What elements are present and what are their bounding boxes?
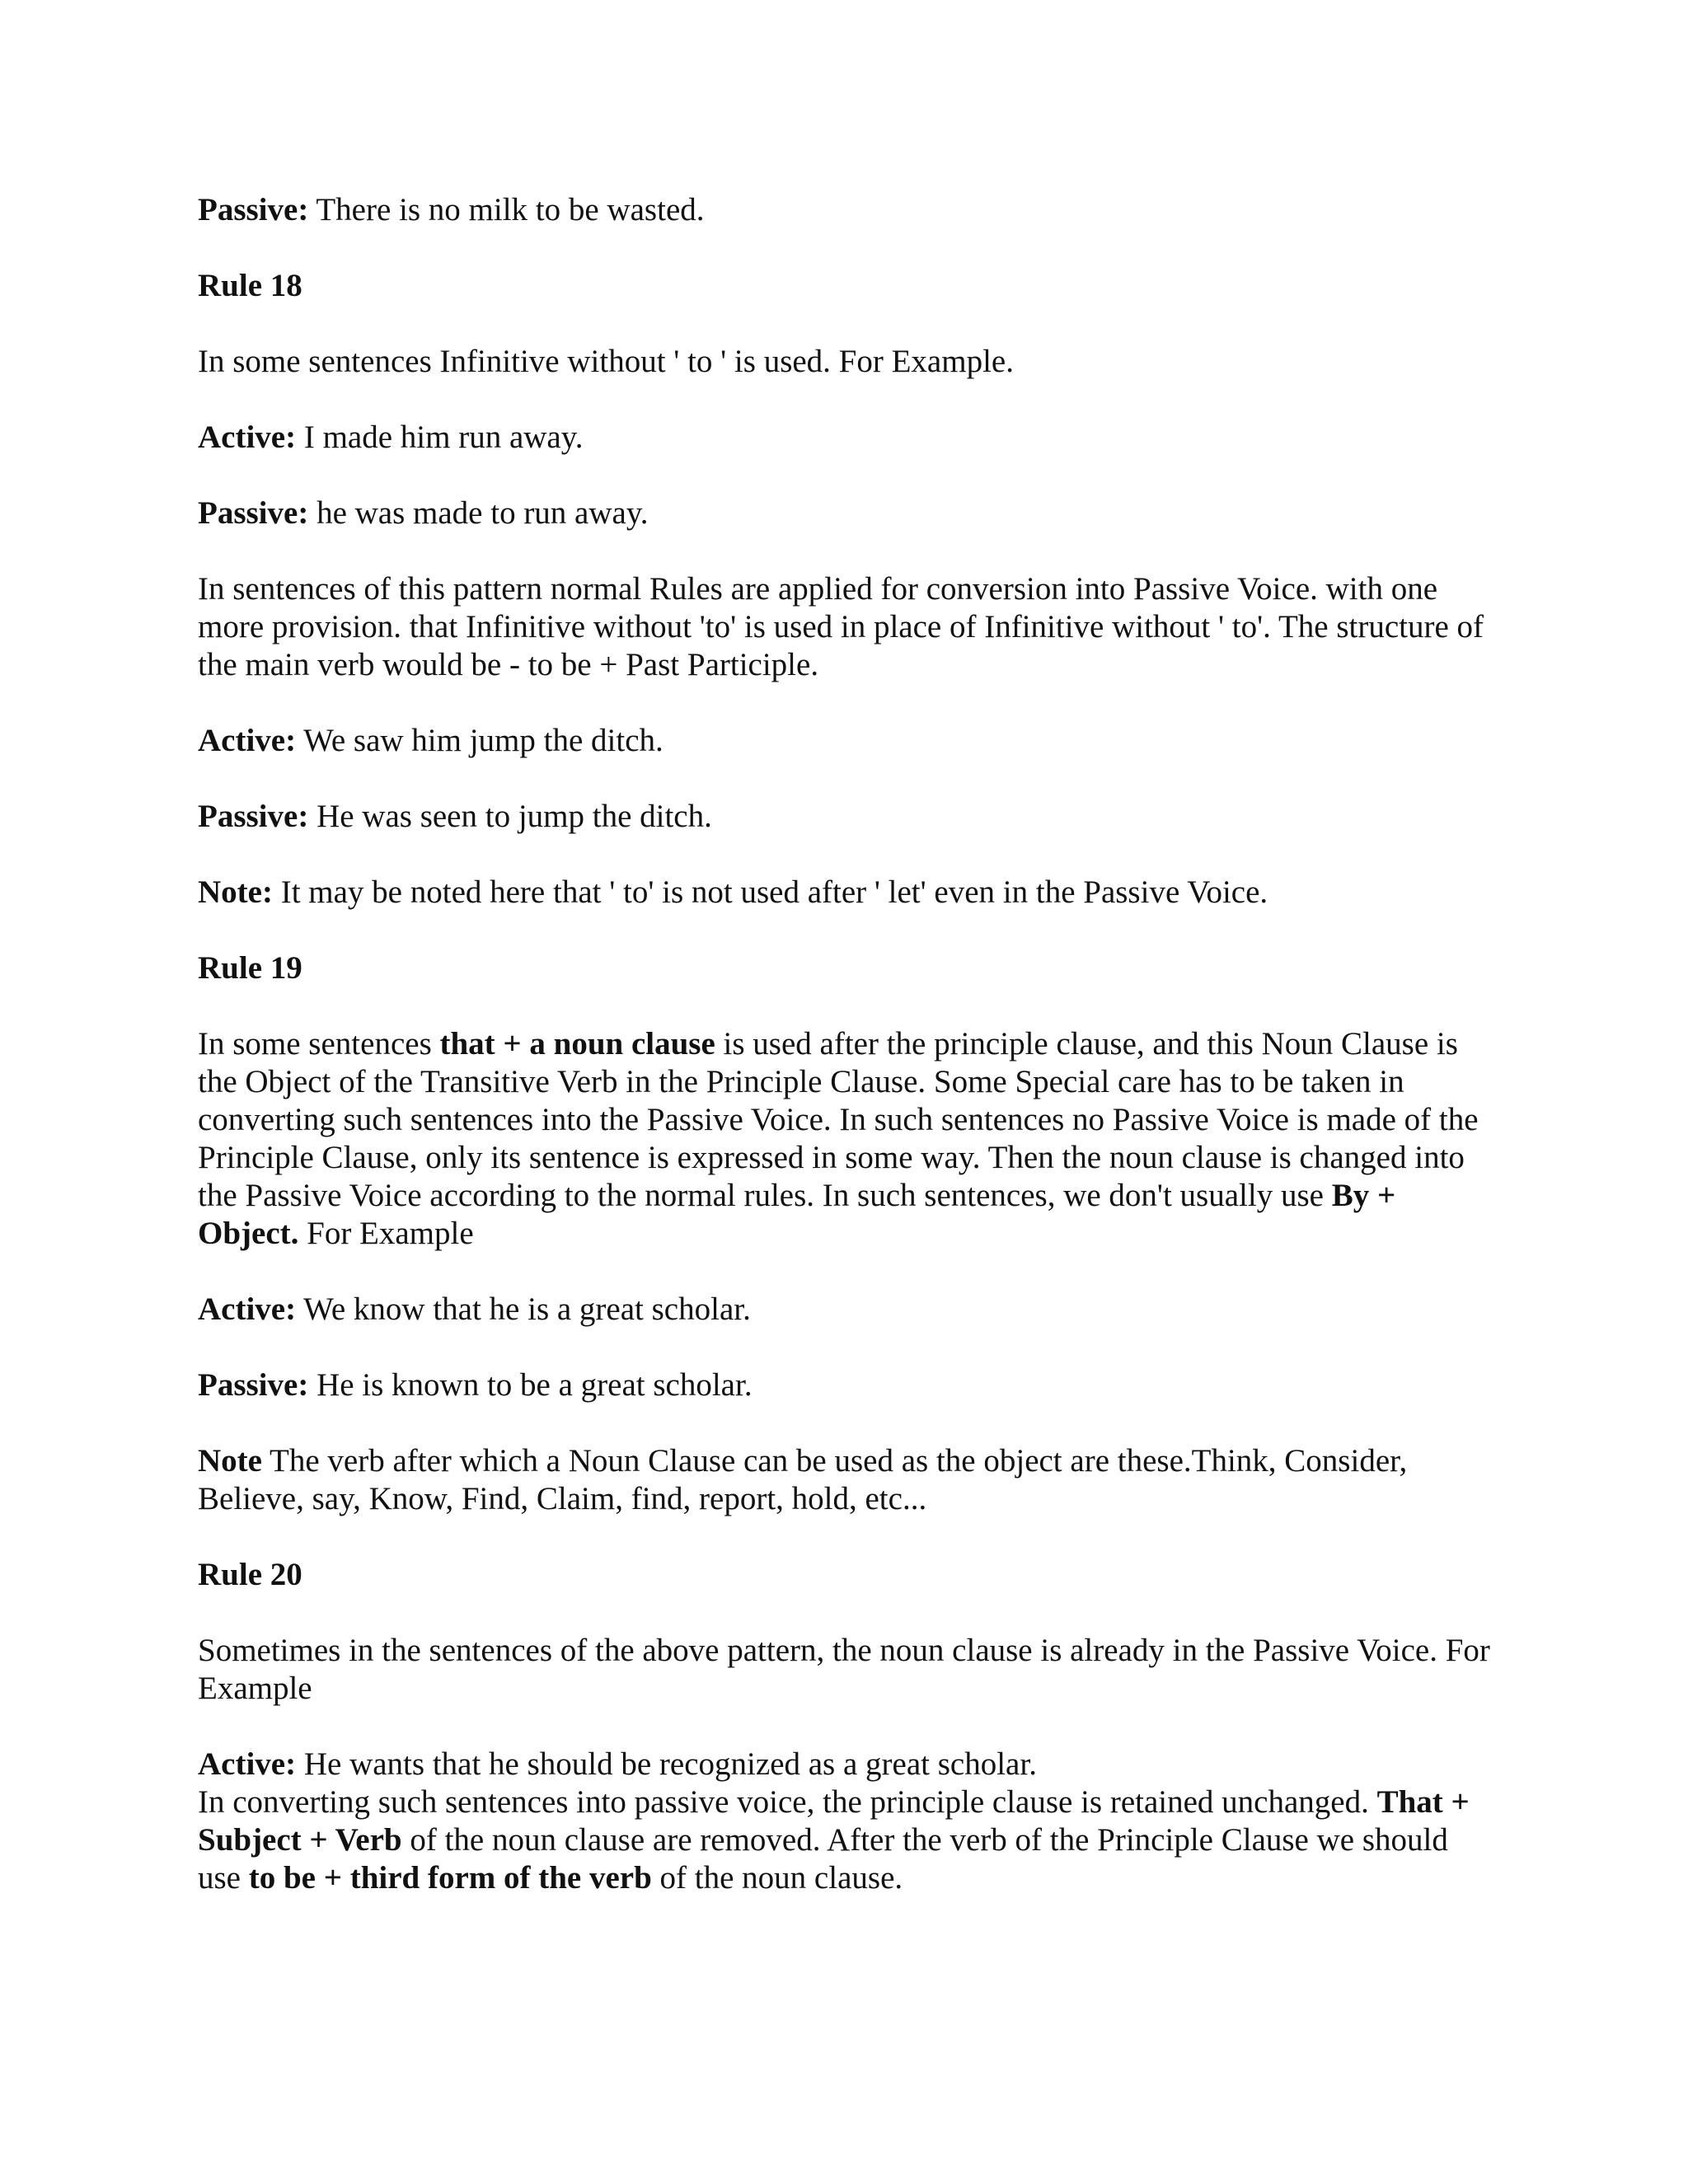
active-text: He wants that he should be recognized as a great scholar. bbox=[296, 1746, 1037, 1782]
passive-label: Passive: bbox=[198, 495, 309, 531]
passive-example bbox=[198, 1366, 1492, 1404]
rule-heading bbox=[198, 1556, 1492, 1594]
rule-19-heading: Rule 19 bbox=[198, 950, 302, 986]
active-text: We saw him jump the ditch. bbox=[296, 723, 663, 758]
text-segment: In converting such sentences into passive voice, the principle clause is retained unchanged. bbox=[198, 1784, 1377, 1820]
bold-phrase: That + Subject + Verb bbox=[198, 1784, 1470, 1858]
note-text: It may be noted here that ' to' is not used after ' let' even in the Passive Voice. bbox=[272, 874, 1268, 910]
text-segment: is used after the principle clause, and this Noun Clause is the Object of the Transitive Verb in the Principle Clause. Some Special care has to be taken in converting such sentences into the Passive Voice. In such sentences no Passive Voice is made of the Principle Clause, only its sentence is expressed in some way. Then the noun clause is changed into the Passive Voice according to the normal rules. In such sentences, we don't usually use bbox=[198, 1026, 1479, 1213]
active-text: We know that he is a great scholar. bbox=[296, 1291, 751, 1327]
bold-phrase: By + Object. bbox=[198, 1178, 1396, 1251]
bold-phrase: that + a noun clause bbox=[439, 1026, 715, 1062]
body-paragraph: In sentences of this pattern normal Rules are applied for conversion into Passive Voice. with one more provision. that Infinitive without 'to' is used in place of Infinitive without ' to'. The structure of the main verb would be - to be + Past Participle. bbox=[198, 571, 1484, 682]
text-segment: In some sentences bbox=[198, 1026, 440, 1062]
body-paragraph: In some sentences Infinitive without ' to ' is used. For Example. bbox=[198, 344, 1014, 379]
body-paragraph bbox=[198, 1025, 1492, 1253]
passive-example bbox=[198, 798, 1492, 836]
rule-heading bbox=[198, 949, 1492, 987]
note-text: The verb after which a Noun Clause can be used as the object are these.Think, Consider, Believe, say, Know, Find, Claim, find, report, hold, etc... bbox=[198, 1443, 1408, 1516]
text-segment: of the noun clause. bbox=[651, 1860, 903, 1896]
text-segment: of the noun clause are removed. After the verb of the Principle Clause we should use bbox=[198, 1822, 1448, 1896]
body-paragraph bbox=[198, 1783, 1492, 1897]
rule-18-heading: Rule 18 bbox=[198, 268, 302, 303]
passive-label: Passive: bbox=[198, 1367, 309, 1403]
active-example bbox=[198, 722, 1492, 760]
text-segment: For Example bbox=[298, 1216, 474, 1251]
active-label: Active: bbox=[198, 723, 297, 758]
note-paragraph bbox=[198, 874, 1492, 912]
active-text: I made him run away. bbox=[296, 419, 584, 455]
active-example bbox=[198, 1746, 1492, 1783]
passive-label: Passive: bbox=[198, 192, 309, 227]
passive-text: There is no milk to be wasted. bbox=[308, 192, 705, 227]
document-page bbox=[198, 191, 1492, 1935]
active-label: Active: bbox=[198, 419, 297, 455]
body-paragraph: Sometimes in the sentences of the above pattern, the noun clause is already in the Passive Voice. For Example bbox=[198, 1633, 1490, 1706]
active-example bbox=[198, 1291, 1492, 1329]
note-label: Note: bbox=[198, 874, 273, 910]
passive-example bbox=[198, 494, 1492, 532]
passive-label: Passive: bbox=[198, 799, 309, 834]
active-label: Active: bbox=[198, 1291, 297, 1327]
passive-text: He was seen to jump the ditch. bbox=[308, 799, 712, 834]
bold-phrase: to be + third form of the verb bbox=[248, 1860, 652, 1896]
active-example bbox=[198, 419, 1492, 457]
note-label: Note bbox=[198, 1443, 262, 1479]
rule-heading bbox=[198, 267, 1492, 305]
active-label: Active: bbox=[198, 1746, 297, 1782]
passive-text: He is known to be a great scholar. bbox=[308, 1367, 753, 1403]
passive-text: he was made to run away. bbox=[308, 495, 649, 531]
rule-20-heading: Rule 20 bbox=[198, 1557, 302, 1592]
note-paragraph bbox=[198, 1442, 1492, 1518]
passive-example bbox=[198, 191, 1492, 229]
